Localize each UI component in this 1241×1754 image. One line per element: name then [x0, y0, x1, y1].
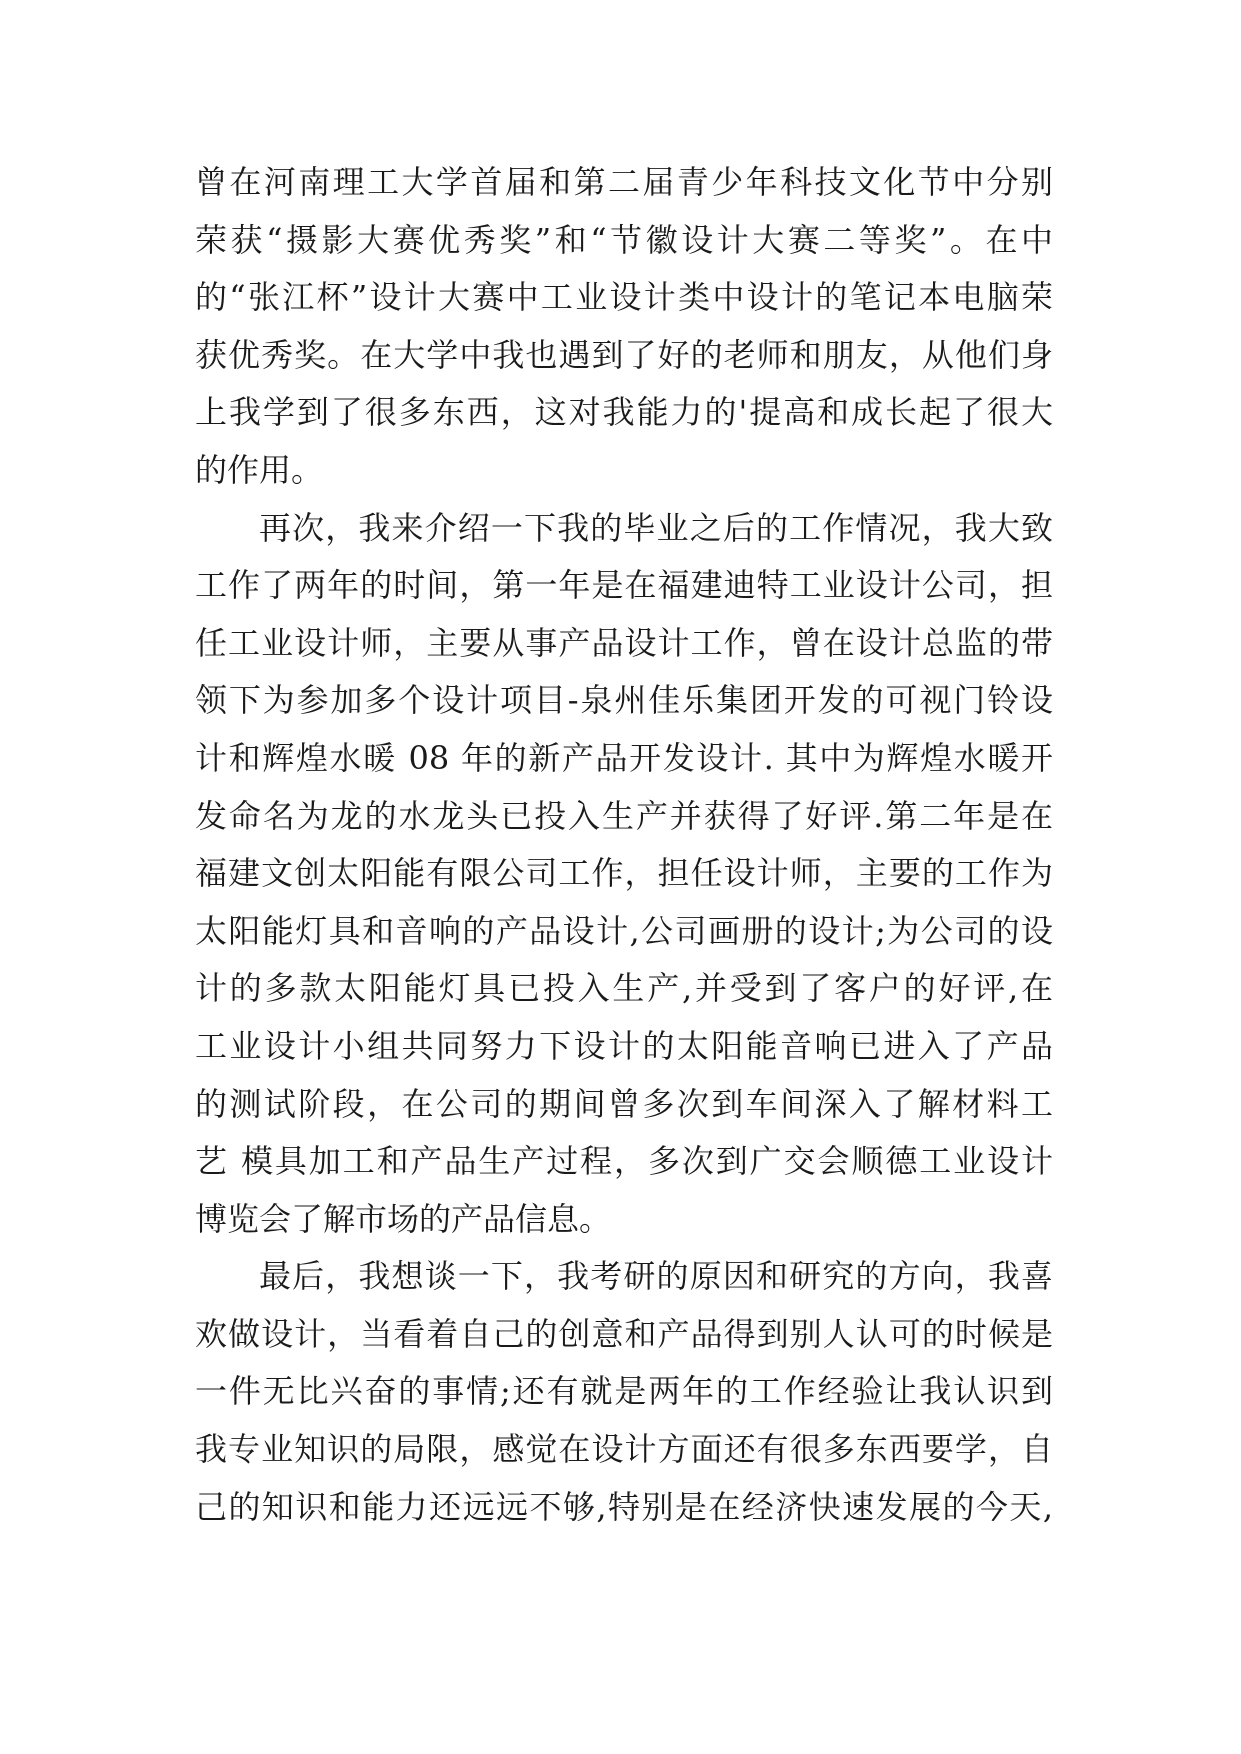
text-line: 最后，我想谈一下，我考研的原因和研究的方向，我喜: [259, 1257, 1053, 1296]
text-line: 工作了两年的时间，第一年是在福建迪特工业设计公司，担: [195, 566, 1053, 605]
text-line: 的作用。: [195, 450, 324, 489]
text-line: 一件无比兴奋的事情;还有就是两年的工作经验让我认识到: [195, 1372, 1053, 1411]
text-line: 上我学到了很多东西，这对我能力的'提高和成长起了很大: [195, 393, 1053, 432]
text-line: 艺 模具加工和产品生产过程，多次到广交会顺德工业设计: [195, 1142, 1053, 1181]
text-line: 我专业知识的局限，感觉在设计方面还有很多东西要学，自: [195, 1430, 1053, 1469]
text-line: 己的知识和能力还远远不够,特别是在经济快速发展的今天,: [195, 1487, 1053, 1526]
text-line: 再次，我来介绍一下我的毕业之后的工作情况，我大致: [259, 508, 1053, 547]
paragraph-3: [195, 1248, 1053, 1536]
text-line: 获优秀奖。在大学中我也遇到了好的老师和朋友，从他们身: [195, 335, 1053, 374]
paragraph-2: [195, 500, 1053, 1249]
text-line: 计的多款太阳能灯具已投入生产,并受到了客户的好评,在: [195, 969, 1053, 1008]
text-line: 工业设计小组共同努力下设计的太阳能音响已进入了产品: [195, 1026, 1053, 1065]
text-line: 荣获“摄影大赛优秀奖”和“节徽设计大赛二等奖”。在中: [195, 220, 1053, 259]
paragraph-1: [195, 154, 1053, 500]
text-line: 太阳能灯具和音响的产品设计,公司画册的设计;为公司的设: [195, 911, 1053, 950]
text-line: 的“张江杯”设计大赛中工业设计类中设计的笔记本电脑荣: [195, 278, 1053, 317]
text-line: 福建文创太阳能有限公司工作，担任设计师，主要的工作为: [195, 854, 1053, 893]
text-line: 领下为参加多个设计项目-泉州佳乐集团开发的可视门铃设: [195, 681, 1053, 720]
text-line: 发命名为龙的水龙头已投入生产并获得了好评.第二年是在: [195, 796, 1053, 835]
document-body: [195, 154, 1053, 1536]
text-line: 博览会了解市场的产品信息。: [195, 1199, 612, 1238]
text-line: 任工业设计师，主要从事产品设计工作，曾在设计总监的带: [195, 623, 1053, 662]
text-line: 的测试阶段，在公司的期间曾多次到车间深入了解材料工: [195, 1084, 1053, 1123]
text-line: 曾在河南理工大学首届和第二届青少年科技文化节中分别: [195, 163, 1053, 201]
text-line: 欢做设计，当看着自己的创意和产品得到别人认可的时候是: [195, 1314, 1053, 1353]
text-line: 计和辉煌水暖 08 年的新产品开发设计. 其中为辉煌水暖开: [195, 738, 1053, 777]
